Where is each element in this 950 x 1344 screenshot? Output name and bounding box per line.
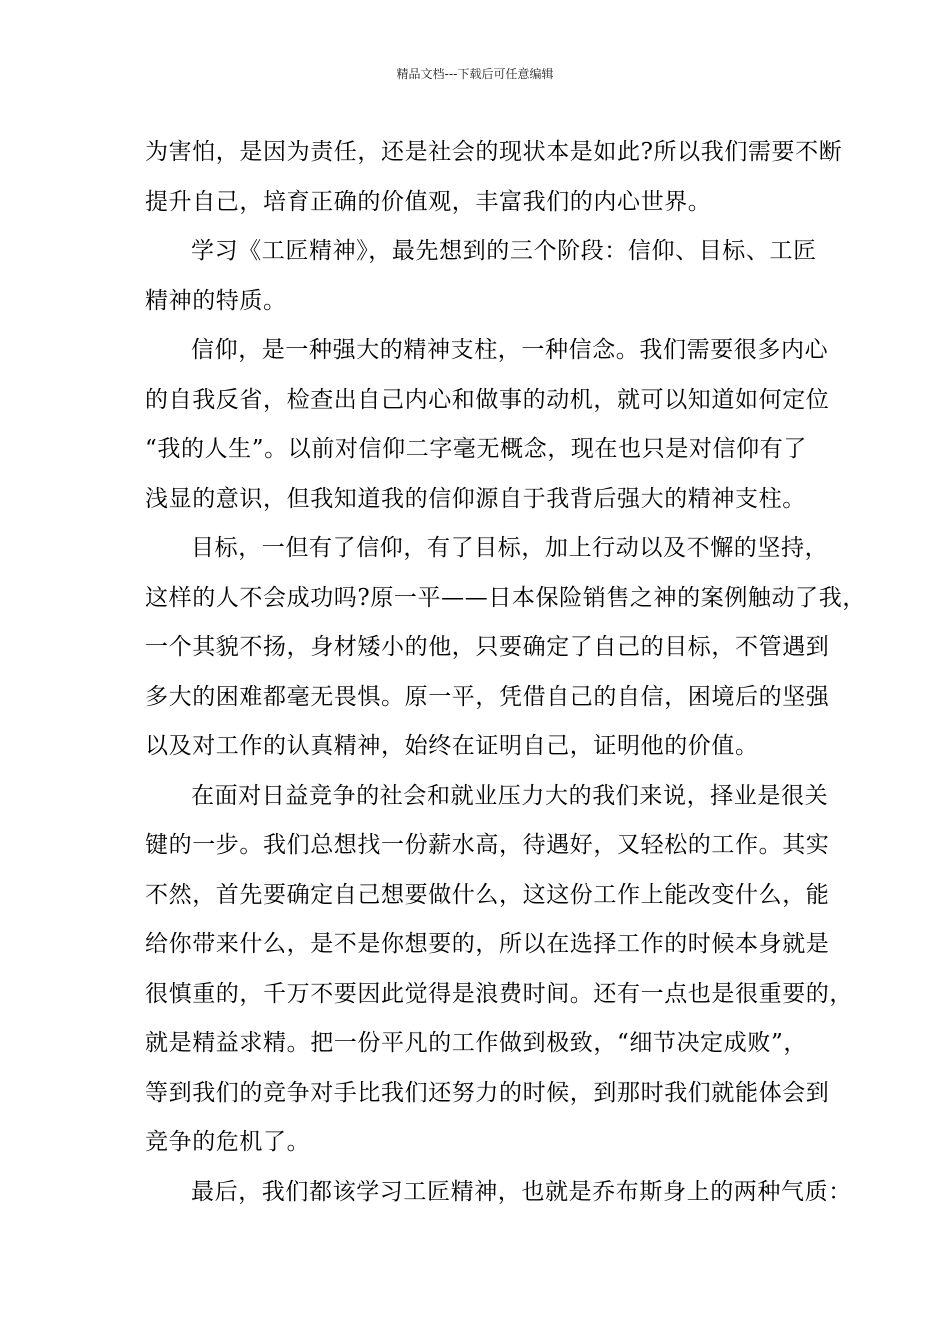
paragraph-5 xyxy=(145,772,853,1168)
text-line: 一个其貌不扬，身材矮小的他，只要确定了自己的目标，不管遇到 xyxy=(145,634,830,660)
text-line: 键的一步。我们总想找一份薪水高，待遇好，又轻松的工作。其实 xyxy=(145,832,830,858)
text-line: 等到我们的竞争对手比我们还努力的时候，到那时我们就能体会到 xyxy=(145,1079,830,1106)
document-body xyxy=(145,128,866,1217)
text-line: 信仰，是一种强大的精神支柱，一种信念。我们需要很多内心 xyxy=(191,337,829,363)
paragraph-2 xyxy=(145,227,825,326)
text-line: 就是精益求精。把一份平凡的工作做到极致，“细节决定成败”， xyxy=(145,1030,807,1056)
text-line: 不然，首先要确定自己想要做什么，这这份工作上能改变什么，能 xyxy=(145,881,830,908)
text-line: 在面对日益竞争的社会和就业压力大的我们来说，择业是很关 xyxy=(191,782,829,809)
paragraph-6 xyxy=(145,1168,852,1218)
paragraph-3 xyxy=(145,326,830,524)
text-line: “我的人生”。以前对信仰二字毫无概念，现在也只是对信仰有了 xyxy=(145,436,807,462)
text-line: 给你带来什么，是不是你想要的，所以在选择工作的时候本身就是 xyxy=(145,931,830,957)
text-line: 提升自己，培育正确的价值观，丰富我们的内心世界。 xyxy=(145,188,712,215)
text-line: 目标，一但有了信仰，有了目标，加上行动以及不懈的坚持， xyxy=(191,535,829,561)
page-header: 精品文档---下载后可任意编辑 xyxy=(396,67,554,81)
text-line: 很慎重的，千万不要因此觉得是浪费时间。还有一点也是很重要的， xyxy=(145,980,853,1007)
text-line: 浅显的意识，但我知道我的信仰源自于我背后强大的精神支柱。 xyxy=(145,485,806,512)
text-line: 学习《工匠精神》，最先想到的三个阶段：信仰、目标、工匠 xyxy=(191,238,817,264)
text-line: 最后，我们都该学习工匠精神，也就是乔布斯身上的两种气质： xyxy=(191,1178,852,1205)
text-line: 多大的困难都毫无畏惧。原一平，凭借自己的自信，困境后的坚强 xyxy=(145,683,830,710)
text-line: 以及对工作的认真精神，始终在证明自己，证明他的价值。 xyxy=(145,733,759,759)
text-line: 为害怕，是因为责任，还是社会的现状本是如此?所以我们需要不断 xyxy=(145,139,843,165)
text-line: 的自我反省，检查出自己内心和做事的动机，就可以知道如何定位 xyxy=(145,386,830,413)
paragraph-4 xyxy=(145,524,866,772)
paragraph-1 xyxy=(145,128,843,227)
text-line: 这样的人不会成功吗?原一平——日本保险销售之神的案例触动了我， xyxy=(145,584,866,611)
text-line: 竞争的危机了。 xyxy=(145,1129,311,1155)
text-line: 精神的特质。 xyxy=(145,287,287,314)
